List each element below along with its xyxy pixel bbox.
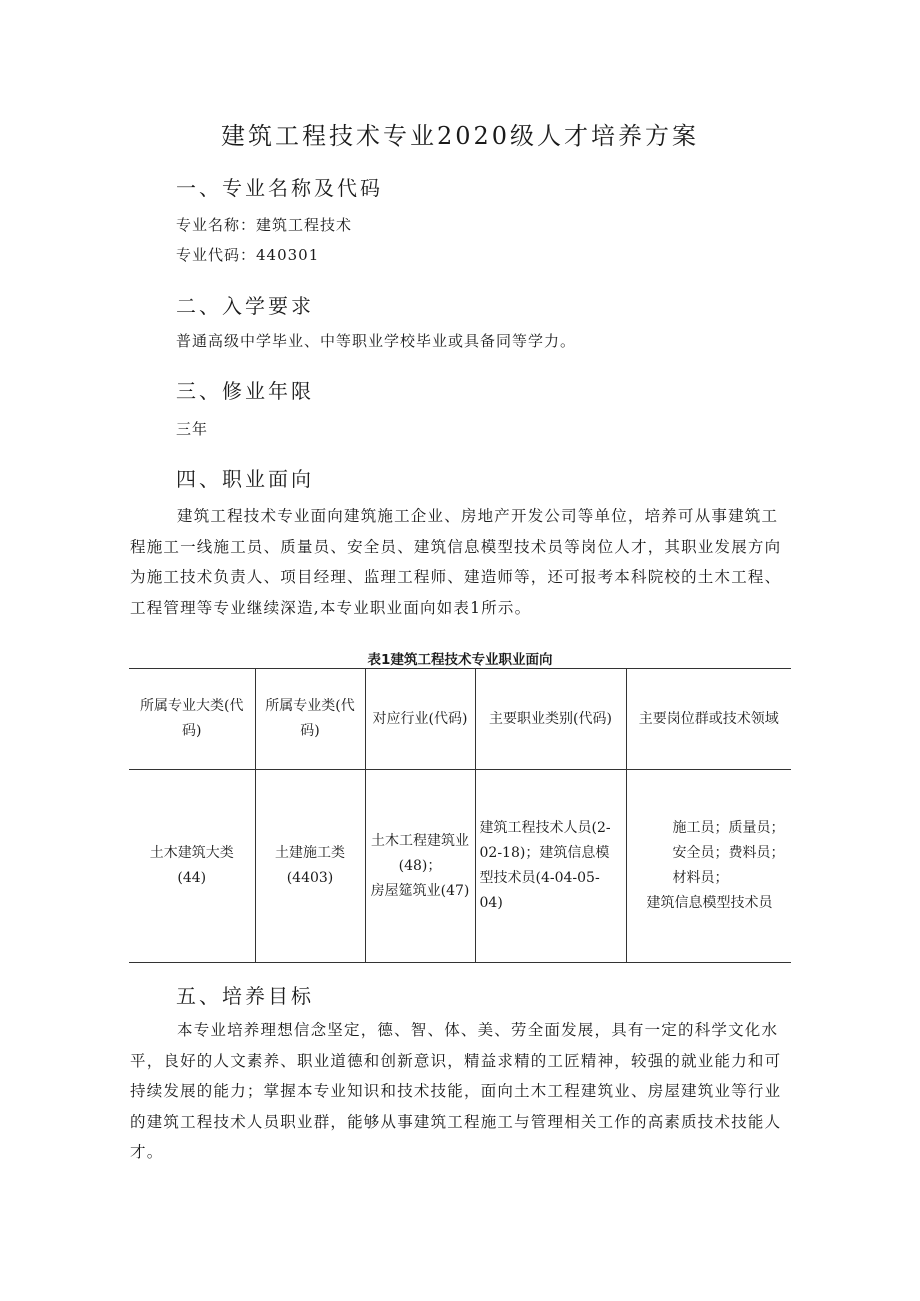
- major-code-line: 专业代码：440301: [176, 246, 320, 264]
- section-heading-4: 四、职业面向: [176, 467, 314, 491]
- industry-cell: [365, 770, 475, 963]
- page-title: 建筑工程技术专业2020级人才培养方案: [220, 122, 700, 150]
- duration-text: 三年: [176, 420, 209, 438]
- positions-cell: [626, 770, 791, 963]
- table-caption: 表1建筑工程技术专业职业面向: [367, 652, 553, 668]
- cell-line: (4403): [286, 870, 334, 886]
- section-heading-1: 一、专业名称及代码: [176, 176, 383, 200]
- header-cell: 所属专业类(代码): [255, 669, 365, 770]
- header-cell: 对应行业(代码): [365, 669, 475, 770]
- major-name-line: 专业名称：建筑工程技术: [176, 216, 353, 234]
- cell-line: 土木工程建筑业: [371, 832, 469, 849]
- cell-line: 施工员；质量员；: [672, 820, 785, 836]
- subcategory-cell: [255, 770, 365, 963]
- header-cell: 主要职业类别(代码): [475, 669, 626, 770]
- cell-line: (44): [177, 870, 207, 886]
- cell-line: (48)；: [398, 857, 442, 874]
- cell-line: 房屋筵筑业(47): [370, 882, 470, 899]
- admission-text: 普通高级中学毕业、中等职业学校毕业或具备同等学力。: [176, 332, 577, 350]
- objective-paragraph: 本专业培养理想信念坚定，德、智、体、美、劳全面发展，具有一定的科学文化水平，良好的人文素养、职业道德和创新意识，精益求精的工匠精神，较强的就业能力和可持续发展的能力；掌握本专业知识和技术技能，面向土木工程建筑业、房屋建筑业等行业的建筑工程技术人员职业群，能够从事建筑工程施工与管理相关工作的高素质技术技能人才。: [130, 1021, 782, 1161]
- category-cell: [129, 770, 255, 963]
- section-heading-3: 三、修业年限: [176, 379, 314, 403]
- cell-line: 安全员；费料员；: [672, 845, 785, 861]
- table-header-row: [129, 669, 791, 770]
- table-row: [129, 770, 791, 963]
- cell-line: 材料员；: [672, 870, 729, 886]
- career-table: [129, 668, 791, 963]
- header-cell: 所属专业大类(代码): [129, 669, 255, 770]
- cell-line: 土建施工类: [275, 845, 345, 861]
- cell-line: 建筑信息模型技术员: [646, 895, 773, 911]
- section-heading-5: 五、培养目标: [176, 984, 314, 1008]
- section-heading-2: 二、入学要求: [176, 294, 314, 318]
- career-paragraph: 建筑工程技术专业面向建筑施工企业、房地产开发公司等单位，培养可从事建筑工程施工一线施工员、质量员、安全员、建筑信息模型技术员等岗位人才，其职业发展方向为施工技术负责人、项目经理、监理工程师、建造师等，还可报考本科院校的土木工程、工程管理等专业继续深造,本专业职业面向如表1所示。: [130, 507, 782, 617]
- header-cell: 主要岗位群或技术领域: [626, 669, 791, 770]
- occupation-cell: 建筑工程技术人员(2-02-18)；建筑信息模型技术员(4-04-05-04): [475, 770, 626, 963]
- cell-line: 土木建筑大类: [149, 845, 234, 861]
